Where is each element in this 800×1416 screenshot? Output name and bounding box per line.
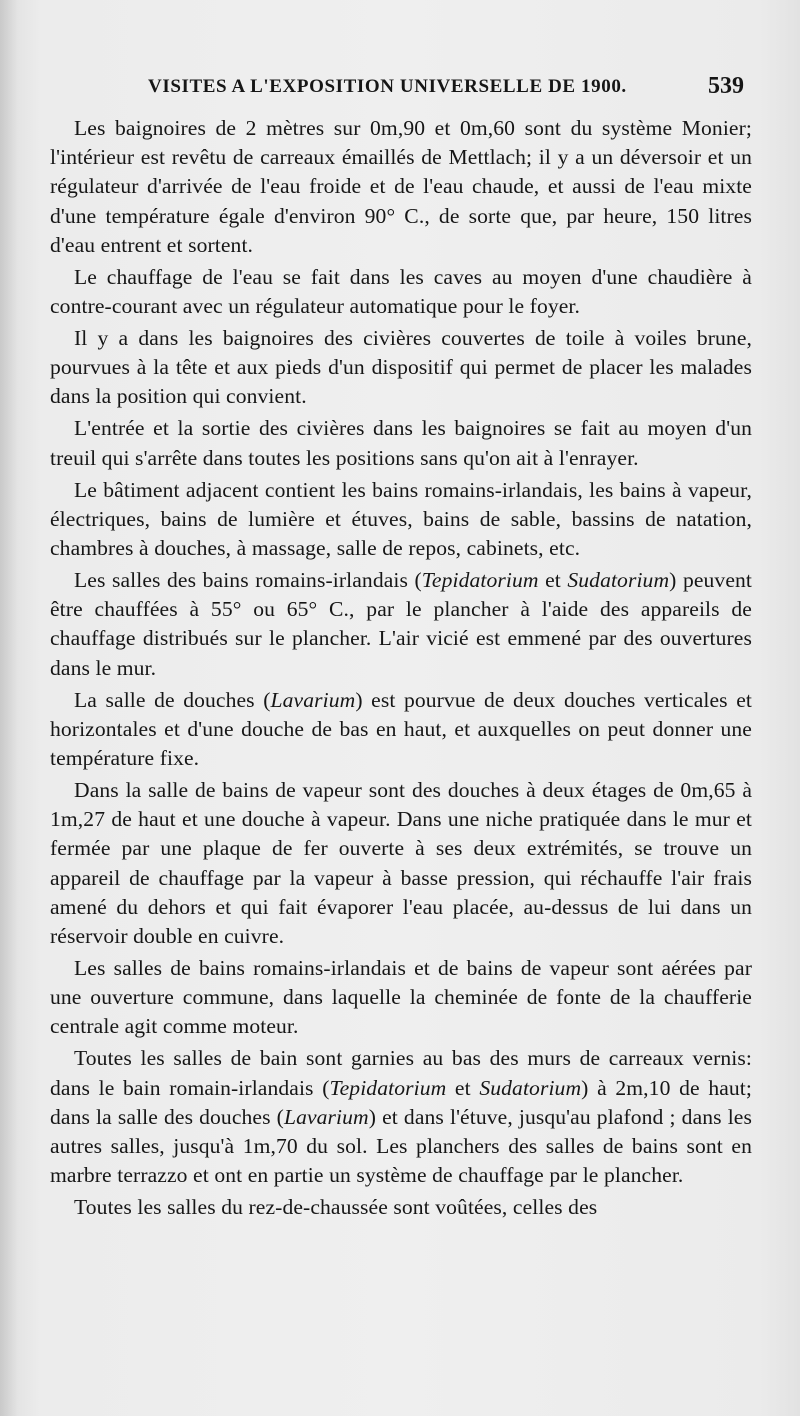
paragraph: La salle de douches (Lavarium) est pourvue de deux douches verticales et horizontales et d'une douche de bas en haut, et auxquelles on peut donner une température fixe.: [50, 687, 753, 771]
paragraph: Toutes les salles du rez-de-chaussée sont voûtées, celles des: [74, 1195, 598, 1220]
paragraph: Dans la salle de bains de vapeur sont des douches à deux étages de 0m,65 à 1m,27 de haut et une douche à vapeur. Dans une niche pratiquée dans le mur et fermée par une plaque de fer ouverte à ses deux extrémités, se trouve un appareil de chauffage par la vapeur à basse pression, qui réchauffe l'air frais amené du dehors et qui fait évaporer l'eau placée, au-dessus de lui dans un réservoir double en cuivre.: [50, 778, 752, 949]
paragraph: Le chauffage de l'eau se fait dans les caves au moyen d'une chaudière à contre-courant avec un régulateur automatique pour le foyer.: [50, 264, 752, 319]
paragraph: Les salles des bains romains-irlandais (Tepidatorium et Sudatorium) peuvent être chauffées à 55° ou 65° C., par le plancher à l'aide des appareils de chauffage distribués sur le plancher. L'air vicié est emmené par des ouvertures dans le mur.: [50, 568, 752, 680]
paragraph: Il y a dans les baignoires des civières couvertes de toile à voiles brune, pourvues à la tête et aux pieds d'un dispositif qui permet de placer les malades dans la position qui convient.: [50, 326, 752, 409]
page-number: 539: [708, 73, 744, 99]
body-text: [50, 114, 752, 1225]
paragraph: Le bâtiment adjacent contient les bains romains-irlandais, les bains à vapeur, électriques, bains de lumière et étuves, bains de sable, bassins de natation, chambres à douches, à massage, salle de repos, cabinets, etc.: [50, 477, 752, 561]
paragraph: Toutes les salles de bain sont garnies au bas des murs de carreaux vernis: dans le bain romain-irlandais (Tepidatorium et Sudatorium) à 2m,10 de haut; dans la salle des douches (Lavarium) et dans l'étuve, jusqu'au plafond ; dans les autres salles, jusqu'à 1m,70 du sol. Les planchers des salles de bains sont en marbre terrazzo et ont en partie un système de chauffage par le plancher.: [50, 1046, 753, 1188]
paragraph: L'entrée et la sortie des civières dans les baignoires se fait au moyen d'un treuil qui s'arrête dans toutes les positions sans qu'on ait à l'enrayer.: [50, 416, 752, 470]
running-head: [0, 70, 800, 104]
paragraph: Les baignoires de 2 mètres sur 0m,90 et 0m,60 sont du système Monier; l'intérieur est revêtu de carreaux émaillés de Mettlach; il y a un déversoir et un régulateur d'arrivée de l'eau froide et de l'eau chaude, et aussi de l'eau mixte d'une température égale d'environ 90° C., de sorte que, par heure, 150 litres d'eau entrent et sortent.: [50, 116, 752, 257]
running-title: VISITES A L'EXPOSITION UNIVERSELLE DE 1900.: [148, 76, 627, 97]
paragraph: Les salles de bains romains-irlandais et de bains de vapeur sont aérées par une ouverture commune, dans laquelle la cheminée de fonte de la chaufferie centrale agit comme moteur.: [50, 956, 752, 1039]
